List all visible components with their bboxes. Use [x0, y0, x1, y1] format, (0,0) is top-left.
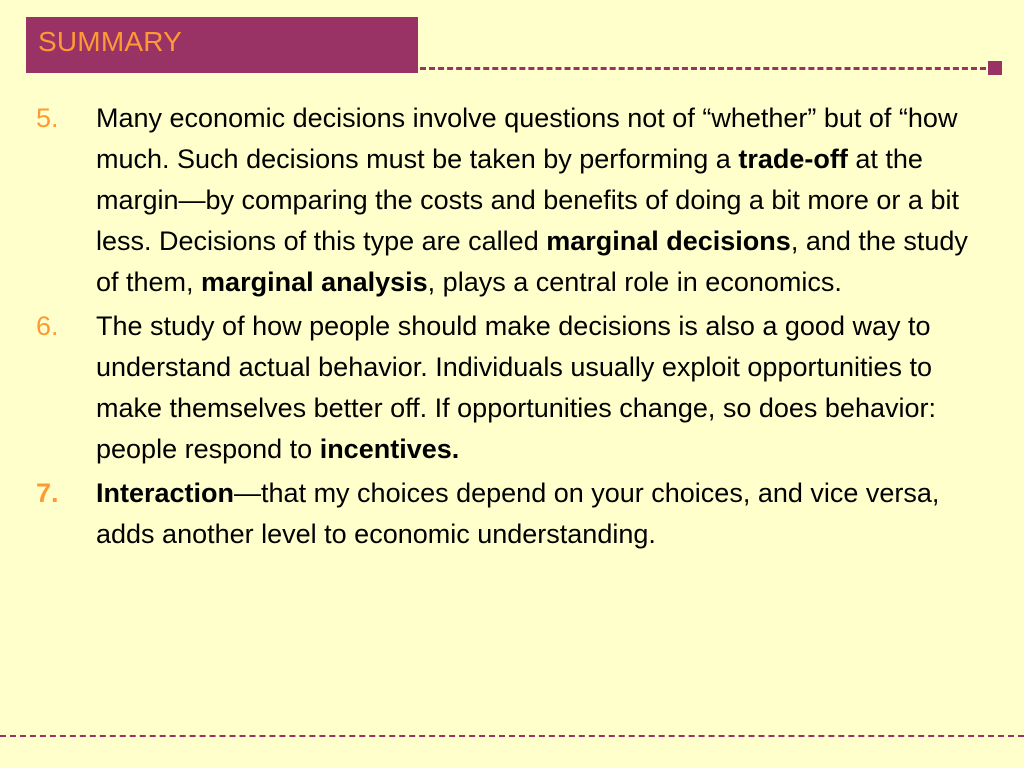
text-segment: —that my choices depend on your choices, and vice versa, adds another level to economic understanding.: [96, 478, 940, 549]
summary-list: [36, 98, 996, 558]
top-dashed-divider: [420, 67, 986, 70]
item-number: 7.: [36, 478, 59, 508]
text-segment: The study of how people should make decisions is also a good way to understand actual behavior. Individuals usually exploit opportunities to make themselves better off. If opportunities change, so does behavior: people respond to: [96, 311, 936, 464]
term-marginal-decisions: marginal decisions: [546, 226, 791, 256]
item-number: 6.: [36, 311, 59, 341]
term-trade-off: trade-off: [738, 144, 848, 174]
term-marginal-analysis: marginal analysis: [201, 267, 428, 297]
item-text: [96, 478, 939, 549]
slide-title: SUMMARY: [38, 26, 183, 57]
corner-square-ornament: [988, 61, 1002, 75]
summary-item-7: [36, 473, 996, 555]
item-number: 5.: [36, 103, 59, 133]
bottom-dashed-divider: [0, 735, 1024, 737]
summary-item-5: [36, 98, 996, 303]
term-interaction: Interaction: [96, 478, 235, 508]
text-segment: , and the study of them,: [96, 226, 968, 297]
text-segment: Many economic decisions involve questions not of “whether” but of “how much. Such decisions must be taken by performing a: [96, 103, 958, 174]
term-incentives: incentives.: [319, 434, 460, 464]
text-segment: at the margin—by comparing the costs and benefits of doing a bit more or a bit less. Decisions of this type are called: [96, 144, 959, 256]
item-text: [96, 311, 936, 464]
item-text: [96, 103, 968, 297]
title-bar: [26, 17, 418, 73]
summary-item-6: [36, 306, 996, 470]
text-segment: , plays a central role in economics.: [427, 267, 842, 297]
